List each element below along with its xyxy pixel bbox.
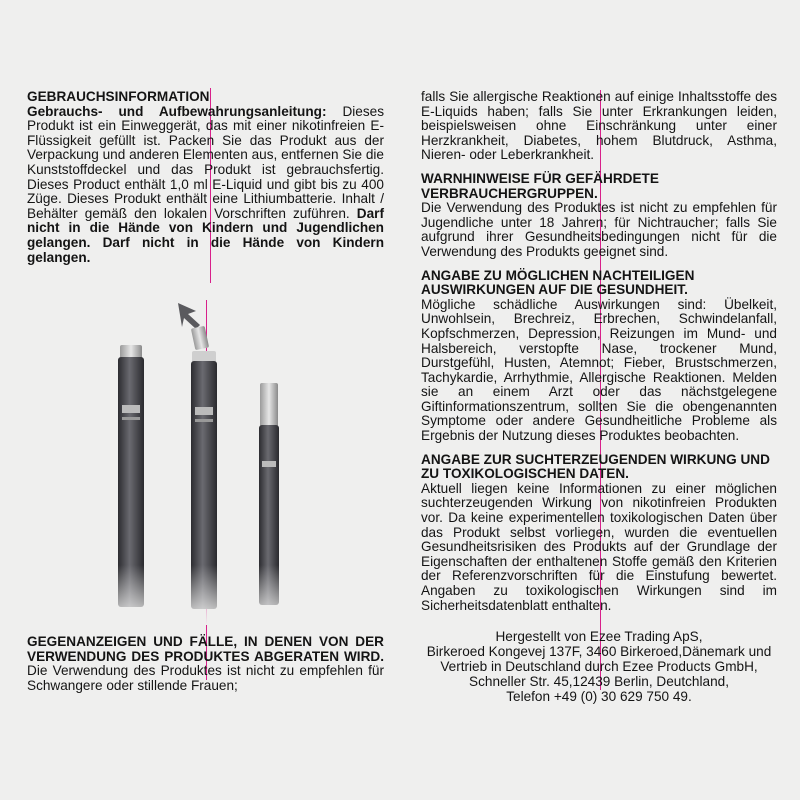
imprint-line: Schneller Str. 45,12439 Berlin, Deutchland,	[469, 674, 729, 690]
arrow-up-left-icon	[178, 303, 200, 329]
vulnerable-groups-heading: WARNHINWEISE FÜR GEFÄHRDETE VERBRAUCHERGRUPPEN.	[421, 170, 659, 201]
manufacturer-imprint	[421, 629, 777, 704]
imprint-line: Vertrieb in Deutschland durch Ezee Products GmbH,	[440, 659, 758, 675]
toxicology-section	[421, 453, 777, 614]
side-effects-section	[421, 269, 777, 444]
usage-info-section	[27, 90, 384, 265]
child-warning: Darf nicht in die Hände von Kindern und Jugendlichen gelangen. Darf nicht in die Hände von Kindern gelangen.	[27, 205, 384, 265]
vulnerable-groups-body: Die Verwendung des Produktes ist nicht zu empfehlen für Jugendliche unter 18 Jahren; für Nichtraucher; falls Sie aufgrund ihrer Gesundheitsbedingungen nicht für die Verwendung des Produkts geeignet sind.	[421, 200, 777, 259]
device-illustration	[100, 295, 320, 625]
imprint-line: Telefon +49 (0) 30 629 750 49.	[506, 689, 692, 705]
usage-info-heading: GEBRAUCHSINFORMATION	[27, 89, 210, 104]
right-column	[421, 90, 777, 704]
imprint-line: Birkeroed Kongevej 137F, 3460 Birkeroed,Dänemark und	[426, 644, 772, 660]
allergy-continuation: falls Sie allergische Reaktionen auf einige Inhaltsstoffe des E-Liquids haben; falls Sie unter Erkrankungen leiden, beispielsweisen ohne Einschränkung unter einer Herzkrankheit, Diabetes, hohem Blutdruck, Asthma, Nieren- oder Leberkrankheit.	[421, 89, 777, 163]
contraindications-body: Die Verwendung des Produktes ist nicht zu empfehlen für Schwangere oder stillende Frauen;	[27, 663, 384, 693]
disposable-device-illustration	[100, 295, 320, 625]
contraindications-heading: GEGENANZEIGEN UND FÄLLE, IN DENEN VON DER VERWENDUNG DES PRODUKTES ABGERATEN WIRD.	[27, 634, 384, 664]
toxicology-heading: ANGABE ZUR SUCHTERZEUGENDEN WIRKUNG UND ZU TOXIKOLOGISCHEN DATEN.	[421, 451, 770, 482]
vulnerable-groups-section	[421, 172, 777, 260]
side-effects-heading: ANGABE ZU MÖGLICHEN NACHTEILIGEN AUSWIRKUNGEN AUF DIE GESUNDHEIT.	[421, 267, 695, 298]
contraindications-section	[27, 635, 384, 693]
toxicology-body: Aktuell liegen keine Informationen zu einer möglichen suchterzeugenden Wirkung von nikotinfreien Produkten vor. Da keine experimentellen toxikologischen Daten über das Produkt selbst vorliegen, wurden die eventuellen Gesundheitsrisiken des Produkts auf der Grundlage der Eigenschaften der enthaltenen Stoffe gemäß den Kriterien der Referenzvorschriften für die Einstufung bewertet. Angaben zu toxikologischen Wirkungen sind im Sicherheitsdatenblatt enthalten.	[421, 480, 777, 613]
usage-instructions-subheading: Gebrauchs- und Aufbewahrungsanleitung:	[27, 103, 327, 119]
side-effects-body: Mögliche schädliche Auswirkungen sind: Übelkeit, Unwohlsein, Brechreiz, Erbrechen, Schwindelanfall, Kopfschmerzen, Depression, Reizungen im Mund- und Halsbereich, verstopfte Nase, trockener Mund, Durstgefühl, Husten, Atemnot; Fieber, Brustschmerzen, Tachykardie, Arrhythmie, Allergische Reaktionen. Melden sie an einem Arzt oder das nächstgelegene Giftinformationszentrum, sollten Sie die obengenannten Symptome oder andere Gesundheitliche Probleme als Ergebnis der Nutzung dieses Produktes beobachten.	[421, 296, 777, 444]
imprint-line: Hergestellt von Ezee Trading ApS,	[495, 629, 703, 645]
usage-instructions-body: Dieses Produkt ist ein Einweggerät, das mit einer nikotinfreien E-Flüssigkeit gefüllt ist. Packen Sie das Produkt aus der Verpackung und anderen Elementen aus, entfernen Sie die Kunststoffdeckel und das Produkt ist gebrauchsfertig. Dieses Product enthält 1,0 ml E-Liquid und gibt bis zu 400 Züge. Dieses Produkt enthält eine Lithiumbatterie. Inhalt / Behälter gemäß den lokalen Vorschriften zuführen.	[27, 103, 384, 221]
